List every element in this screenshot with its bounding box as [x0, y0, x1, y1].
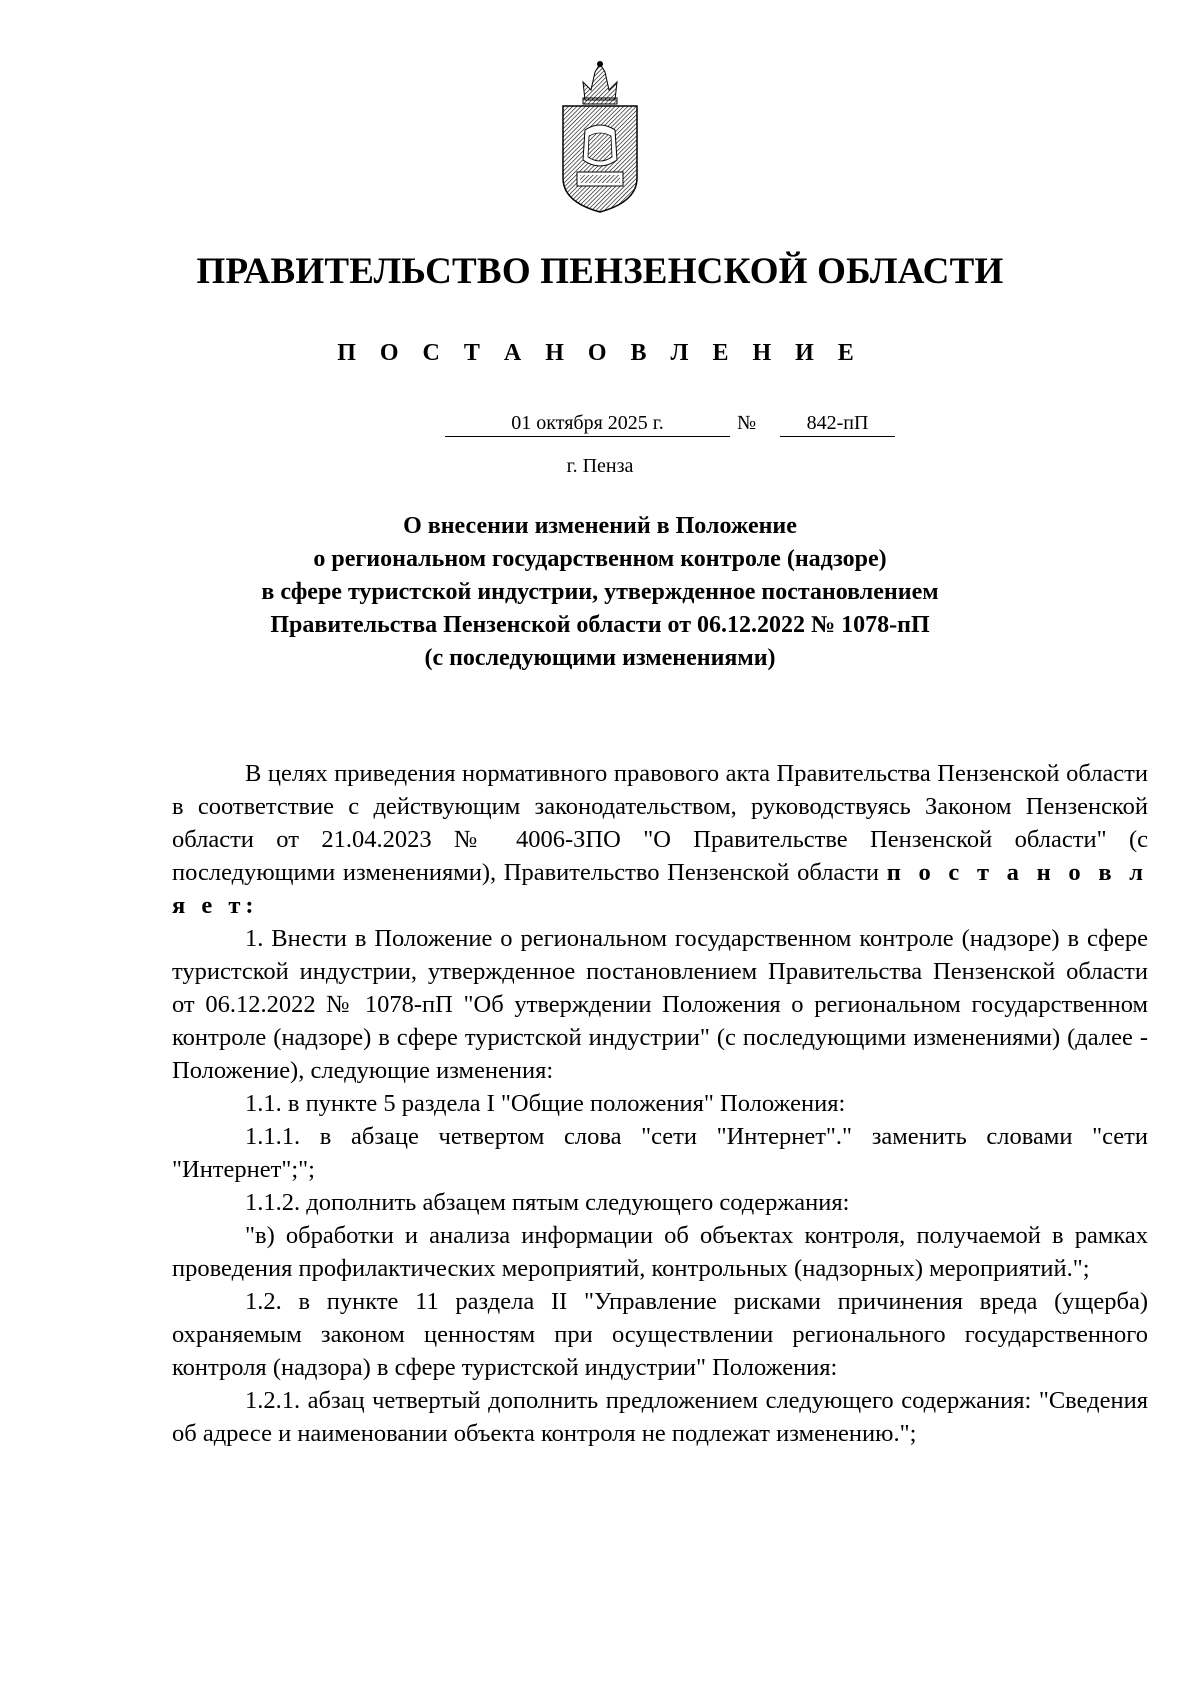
government-title: ПРАВИТЕЛЬСТВО ПЕНЗЕНСКОЙ ОБЛАСТИ	[196, 251, 1004, 292]
subject-line: (с последующими изменениями)	[424, 645, 776, 671]
date-number-line	[445, 412, 895, 442]
body-paragraph: 1.1. в пункте 5 раздела I "Общие положения" Положения:	[245, 1090, 846, 1117]
body-paragraph: 1.1.2. дополнить абзацем пятым следующего содержания:	[245, 1189, 850, 1216]
number-sign: №	[737, 412, 757, 434]
document-subject	[175, 510, 1025, 675]
body-paragraph: 1. Внести в Положение о региональном государственном контроле (надзоре) в сфере туристской индустрии, утвержденное постановлением Правительства Пензенской области от 06.12.2022 № 1078-пП "Об утверждении Положения о региональном государственном контроле (надзоре) в сфере туристской индустрии" (с последующими изменениями) (далее - Положение), следующие изменения:	[172, 925, 1148, 1084]
body-paragraph: 1.2.1. абзац четвертый дополнить предложением следующего содержания: "Сведения об адресе и наименовании объекта контроля не подлежат изменению.";	[172, 1387, 1148, 1447]
document-type-title: П О С Т А Н О В Л Е Н И Е	[337, 340, 863, 366]
document-date: 01 октября 2025 г.	[445, 412, 730, 437]
document-number: 842-пП	[780, 412, 895, 437]
document-body	[172, 757, 1148, 1450]
document-city: г. Пенза	[566, 455, 634, 477]
body-paragraph: "в) обработки и анализа информации об объектах контроля, получаемой в рамках проведения профилактических мероприятий, контрольных (надзорных) мероприятий.";	[172, 1222, 1148, 1282]
resolves-word: п о с т а н о в л я е т:	[172, 859, 1148, 919]
preamble-text: В целях приведения нормативного правового акта Правительства Пензенской области в соответствие с действующим законодательством, руководствуясь Законом Пензенской области от 21.04.2023 № 4006-ЗПО "О Правительстве Пензенской области" (с последующими изменениями), Правительство Пензенской области	[172, 760, 1148, 886]
subject-line: в сфере туристской индустрии, утвержденное постановлением	[261, 579, 939, 605]
coat-of-arms-emblem	[555, 60, 645, 215]
subject-line: О внесении изменений в Положение	[403, 513, 797, 539]
subject-line: Правительства Пензенской области от 06.12.2022 № 1078-пП	[270, 612, 930, 638]
body-paragraph: 1.2. в пункте 11 раздела II "Управление рисками причинения вреда (ущерба) охраняемым законом ценностям при осуществлении регионального государственного контроля (надзора) в сфере туристской индустрии" Положения:	[172, 1288, 1148, 1381]
body-paragraph-preamble	[172, 757, 1148, 922]
subject-line: о региональном государственном контроле (надзоре)	[313, 546, 887, 572]
body-paragraph: 1.1.1. в абзаце четвертом слова "сети "Интернет"." заменить словами "сети "Интернет";";	[172, 1123, 1148, 1183]
